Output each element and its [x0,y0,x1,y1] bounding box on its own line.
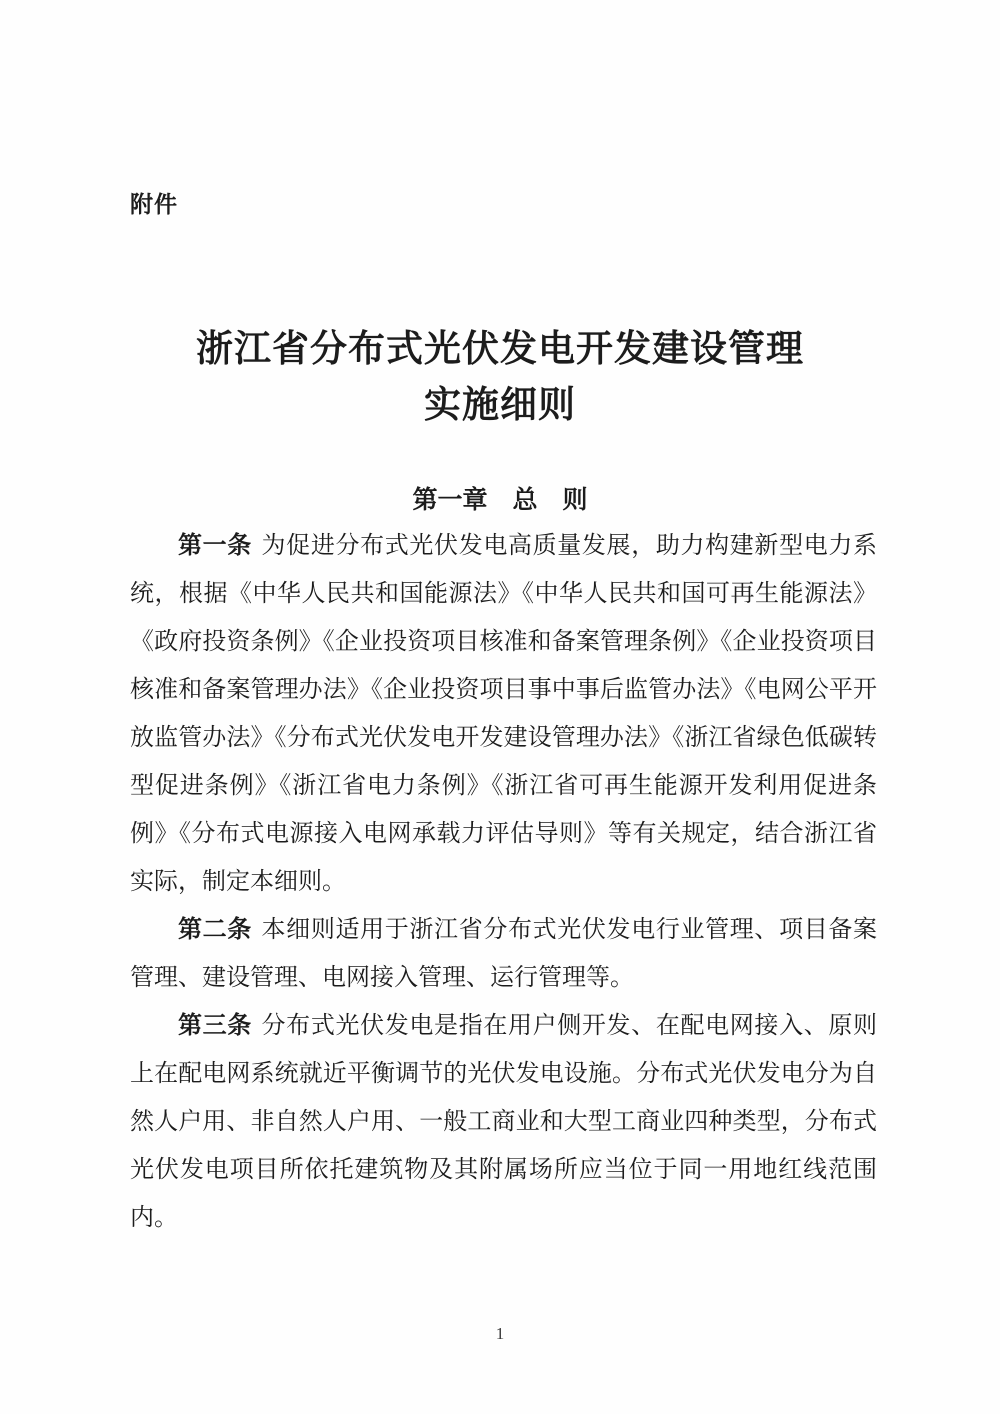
article-1-text: 为促进分布式光伏发电高质量发展，助力构建新型电力系统，根据《中华人民共和国能源法》《中华人民共和国可再生能源法》《政府投资条例》《企业投资项目核准和备案管理条例》《企业投资项目核准和备案管理办法》《企业投资项目事中事后监管办法》《电网公平开放监管办法》《分布式光伏发电开发建设管理办法》《浙江省绿色低碳转型促进条例》《浙江省电力条例》《浙江省可再生能源开发利用促进条例》《分布式电源接入电网承载力评估导则》等有关规定，结合浙江省实际，制定本细则。 [130,533,878,895]
article-3-text: 分布式光伏发电是指在用户侧开发、在配电网接入、原则上在配电网系统就近平衡调节的光伏发电设施。分布式光伏发电分为自然人户用、非自然人户用、一般工商业和大型工商业四种类型，分布式光伏发电项目所依托建筑物及其附属场所应当位于同一用地红线范围内。 [130,1013,878,1231]
article-1-label: 第一条 [178,532,252,559]
article-2-text: 本细则适用于浙江省分布式光伏发电行业管理、项目备案管理、建设管理、电网接入管理、运行管理等。 [130,917,878,991]
article-3-label: 第三条 [178,1012,252,1039]
attachment-label: 附件 [130,191,178,217]
document-title-line1: 浙江省分布式光伏发电开发建设管理 [196,329,804,370]
chapter-heading: 第一章 总 则 [412,486,588,514]
article-paragraph-3 [130,1002,877,1242]
article-paragraph-1 [130,522,877,906]
document-title [0,322,1000,434]
article-paragraph-2 [130,906,877,1002]
article-2-label: 第二条 [178,916,252,943]
page-number: 1 [495,1324,505,1343]
document-body [130,522,877,1242]
document-title-line2: 实施细则 [424,385,576,426]
